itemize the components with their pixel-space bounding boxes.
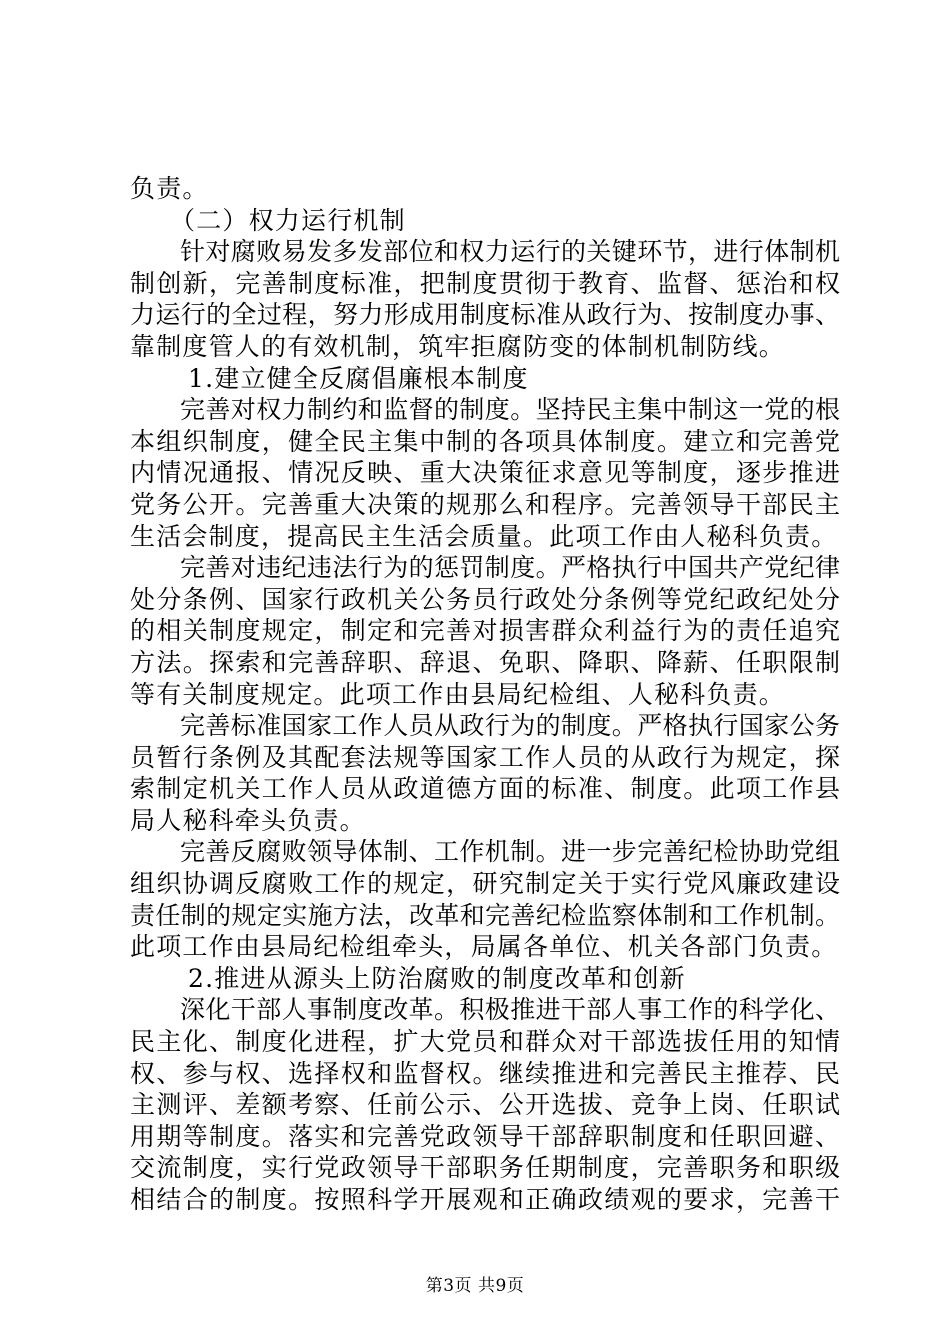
text-line: 负责。 [130,174,209,203]
paragraph-line: 方法。探索和完善辞职、辞退、免职、降职、降薪、任职限制 [130,647,840,677]
paragraph-line: 靠制度管人的有效机制，筑牢拒腐防变的体制机制防线。 [130,331,786,361]
paragraph-line: 索制定机关工作人员从政道德方面的标准、制度。此项工作县 [130,774,840,804]
paragraph-line: 员暂行条例及其配套法规等国家工作人员的从政行为规定，探 [130,742,840,772]
section-heading: （二）权力运行机制 [170,205,406,235]
paragraph-line: 完善对权力制约和监督的制度。坚持民主集中制这一党的根 [180,395,840,425]
paragraph-line: 此项工作由县局纪检组牵头，局属各单位、机关各部门负责。 [130,932,838,962]
paragraph-line: 等有关制度规定。此项工作由县局纪检组、人秘科负责。 [130,679,786,709]
page-number-footer: 第3页 共9页 [425,1276,525,1296]
paragraph-line: 相结合的制度。按照科学开展观和正确政绩观的要求，完善干 [130,1185,840,1214]
paragraph-line: 内情况通报、情况反映、重大决策征求意见等制度，逐步推进 [130,458,840,488]
paragraph-line: 完善标准国家工作人员从政行为的制度。严格执行国家公务 [180,711,840,741]
paragraph-line: 责任制的规定实施方法，改革和完善纪检监察体制和工作机制。 [130,900,840,930]
paragraph-line: 制创新，完善制度标准，把制度贯彻于教育、监督、惩治和权 [130,268,840,298]
paragraph-line: 完善对违纪违法行为的惩罚制度。严格执行中国共产党纪律 [180,553,840,583]
paragraph-line: 深化干部人事制度改革。积极推进干部人事工作的科学化、 [180,995,840,1025]
subsection-heading: 2.推进从源头上防治腐败的制度改革和创新 [188,963,686,993]
paragraph-line: 局人秘科牵头负责。 [130,805,366,835]
paragraph-line: 民主化、制度化进程，扩大党员和群众对干部选拔任用的知情 [130,1027,840,1057]
subsection-heading: 1.建立健全反腐倡廉根本制度 [188,363,529,393]
paragraph-line: 党务公开。完善重大决策的规那么和程序。完善领导干部民主 [130,489,840,519]
paragraph-line: 交流制度，实行党政领导干部职务任期制度，完善职务和职级 [130,1153,840,1183]
paragraph-line: 针对腐败易发多发部位和权力运行的关键环节，进行体制机 [180,237,840,267]
paragraph-line: 主测评、差额考察、任前公示、公开选拔、竞争上岗、任职试 [130,1090,840,1120]
paragraph-line: 的相关制度规定，制定和完善对损害群众利益行为的责任追究 [130,616,840,646]
paragraph-line: 用期等制度。落实和完善党政领导干部辞职制度和任职回避、 [130,1121,840,1151]
paragraph-line: 完善反腐败领导体制、工作机制。进一步完善纪检协助党组 [180,837,840,867]
paragraph-line: 生活会制度，提高民主生活会质量。此项工作由人秘科负责。 [130,521,838,551]
paragraph-line: 处分条例、国家行政机关公务员行政处分条例等党纪政纪处分 [130,584,840,614]
paragraph-line: 力运行的全过程，努力形成用制度标准从政行为、按制度办事、 [130,300,840,330]
paragraph-line: 本组织制度，健全民主集中制的各项具体制度。建立和完善党 [130,426,840,456]
body-text [130,173,840,1216]
paragraph-line: 组织协调反腐败工作的规定，研究制定关于实行党风廉政建设 [130,869,840,899]
paragraph-line: 权、参与权、选择权和监督权。继续推进和完善民主推荐、民 [130,1058,840,1088]
